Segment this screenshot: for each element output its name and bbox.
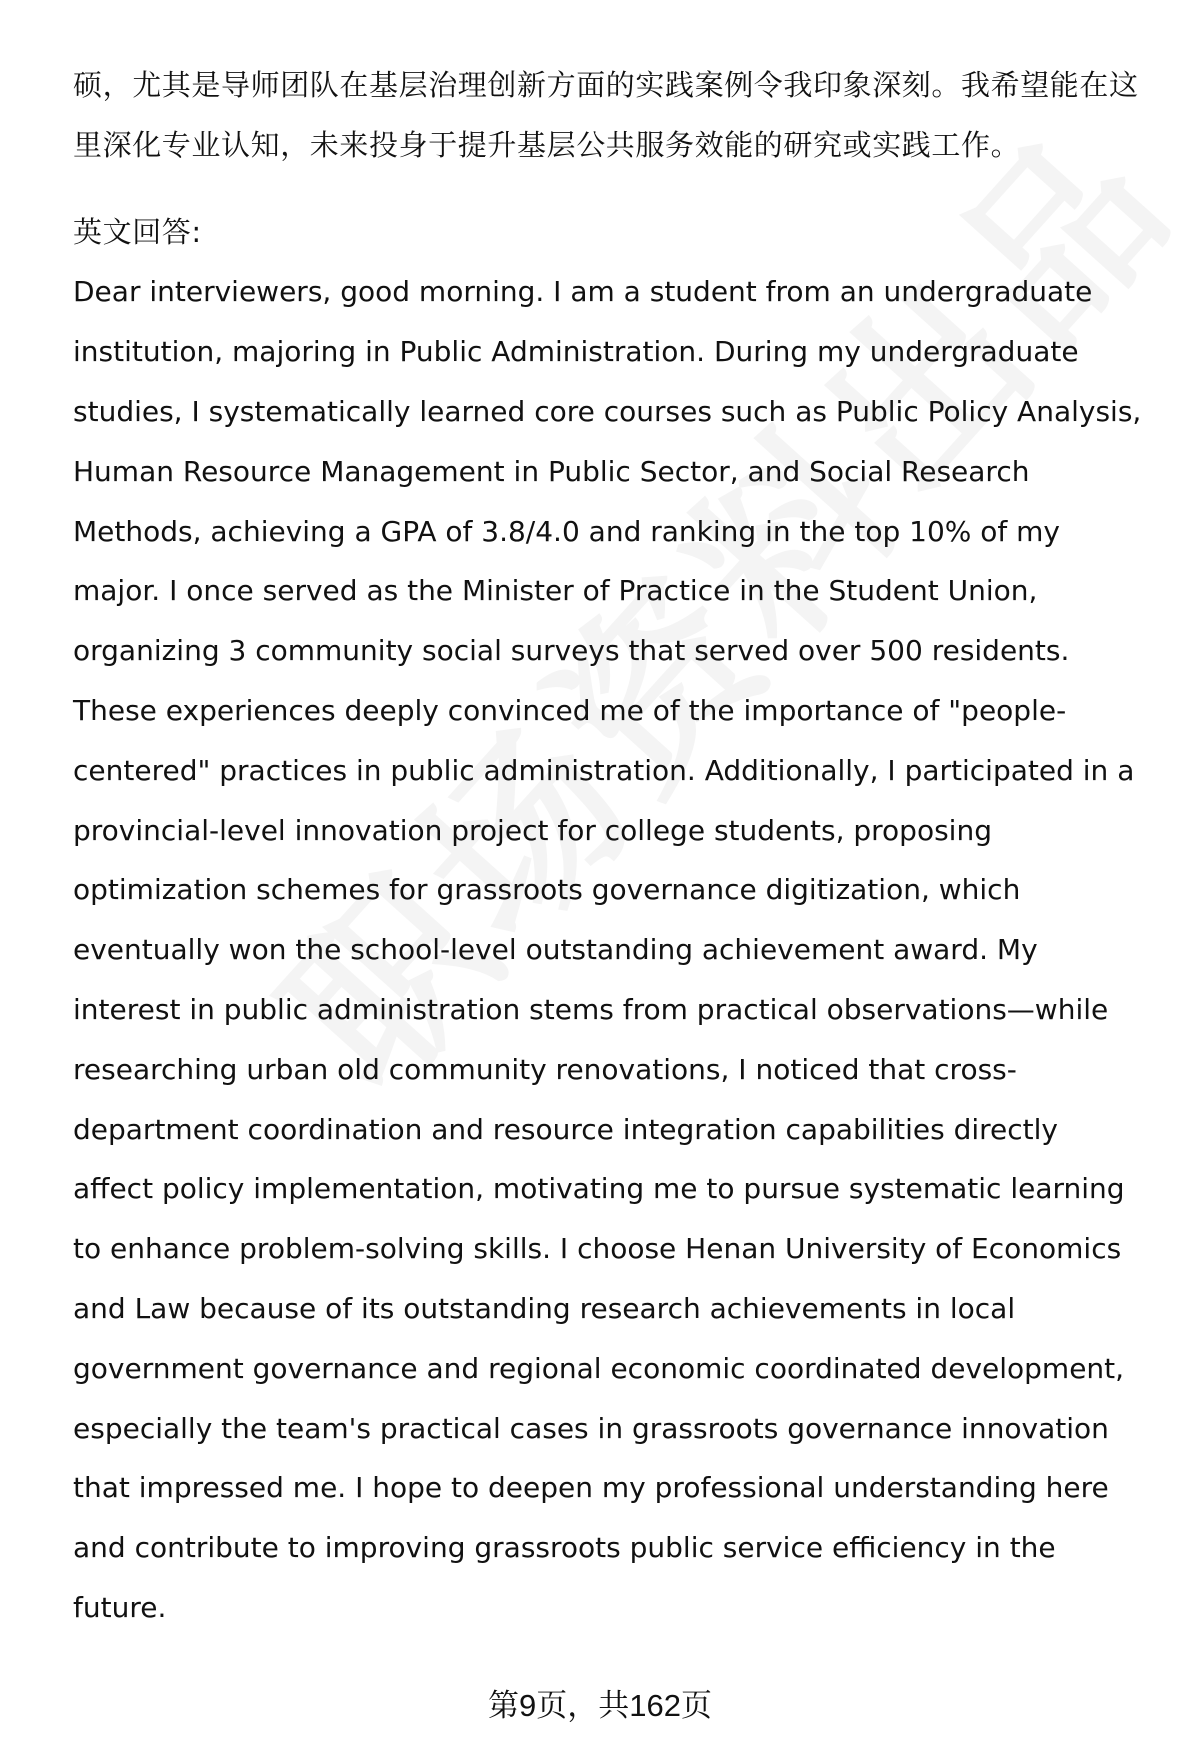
english-answer-line: Human Resource Management in Public Sector, and Social Research xyxy=(73,454,1030,488)
english-answer-line: centered" practices in public administration. Additionally, I participated in a xyxy=(73,753,1135,787)
paragraph-gap xyxy=(73,176,1163,203)
english-answer-line: Methods, achieving a GPA of 3.8/4.0 and ranking in the top 10% of my xyxy=(73,514,1060,548)
english-answer-line: These experiences deeply convinced me of the importance of "people- xyxy=(73,693,1067,727)
english-answer-line: that impressed me. I hope to deepen my professional understanding here xyxy=(73,1471,1109,1505)
english-answer-line: future. xyxy=(73,1590,167,1624)
english-answer-line: and contribute to improving grassroots public service efficiency in the xyxy=(73,1531,1056,1565)
english-answer-line: organizing 3 community social surveys that served over 500 residents. xyxy=(73,634,1070,668)
english-answer-line: and Law because of its outstanding research achievements in local xyxy=(73,1291,1016,1325)
english-answer-line: department coordination and resource integration capabilities directly xyxy=(73,1112,1058,1146)
english-answer-line: studies, I systematically learned core courses such as Public Policy Analysis, xyxy=(73,394,1142,428)
chinese-answer-line: 硕，尤其是导师团队在基层治理创新方面的实践案例令我印象深刻。我希望能在这 xyxy=(73,68,1139,102)
english-answer-line: especially the team's practical cases in grassroots governance innovation xyxy=(73,1411,1109,1445)
page-number-footer: 第9页，共162页 xyxy=(488,1688,712,1723)
english-answer-line: optimization schemes for grassroots governance digitization, which xyxy=(73,873,1021,907)
english-answer-line: to enhance problem-solving skills. I choose Henan University of Economics xyxy=(73,1232,1122,1266)
english-answer-line: provincial-level innovation project for college students, proposing xyxy=(73,813,992,847)
english-answer-line: Dear interviewers, good morning. I am a student from an undergraduate xyxy=(73,275,1093,309)
english-answer-line: major. I once served as the Minister of Practice in the Student Union, xyxy=(73,574,1038,608)
english-answer-line: interest in public administration stems from practical observations—while xyxy=(73,992,1109,1026)
english-answer-line: eventually won the school-level outstanding achievement award. My xyxy=(73,933,1038,967)
document-body xyxy=(73,56,1163,1638)
english-answer-label: 英文回答: xyxy=(73,214,202,249)
english-answer-line: researching urban old community renovations, I noticed that cross- xyxy=(73,1052,1017,1086)
english-answer-line: government governance and regional economic coordinated development, xyxy=(73,1351,1125,1385)
english-answer-line: institution, majoring in Public Administration. During my undergraduate xyxy=(73,335,1079,369)
english-answer-line: affect policy implementation, motivating me to pursue systematic learning xyxy=(73,1172,1125,1206)
chinese-answer-line: 里深化专业认知，未来投身于提升基层公共服务效能的研究或实践工作。 xyxy=(73,127,1021,162)
